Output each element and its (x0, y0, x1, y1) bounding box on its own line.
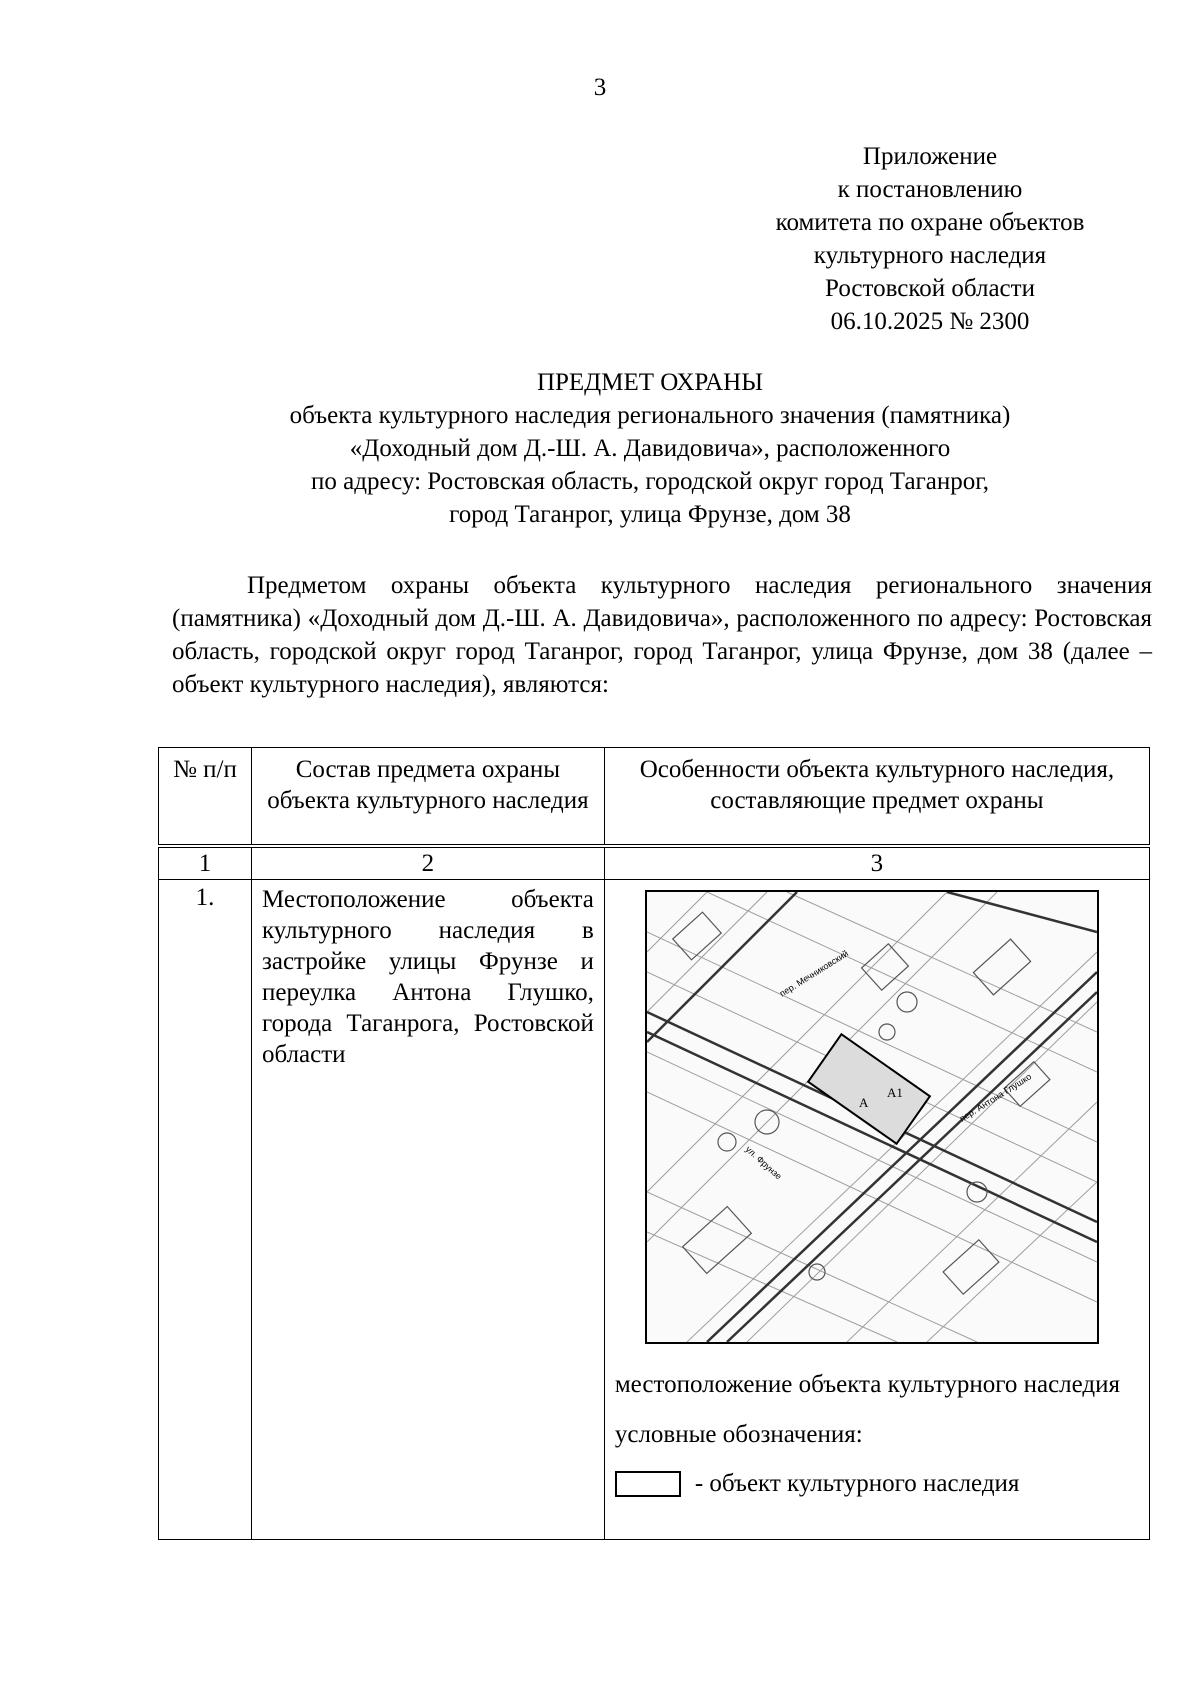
legend-rectangle-icon (615, 1471, 681, 1497)
object-label-a1: А1 (886, 1085, 903, 1100)
appendix-date-number: 06.10.2025 № 2300 (830, 308, 1030, 335)
legend-item (615, 1468, 1139, 1499)
street-label-mechnikovsky: пер. Мечниковский (777, 948, 850, 999)
column-numbers-row (159, 846, 1150, 880)
title-line: город Таганрог, улица Фрунзе, дом 38 (449, 501, 851, 528)
column-number: 2 (251, 846, 604, 880)
legend-title: условные обозначения: (614, 1421, 863, 1448)
title-line: объекта культурного наследия регионального значения (памятника) (289, 402, 1011, 429)
title-line: «Доходный дом Д.-Ш. А. Давидовича», расположенного (349, 435, 951, 462)
header-composition: Состав предмета охраны объекта культурного наследия (251, 748, 604, 847)
title-heading: ПРЕДМЕТ ОХРАНЫ (536, 369, 764, 396)
appendix-line: Приложение (862, 143, 998, 170)
location-map (645, 890, 1099, 1344)
document-title (150, 366, 1150, 531)
intro-paragraph: Предметом охраны объекта культурного наследия регионального значения (памятника) «Доходный дом Д.-Ш. А. Давидовича», расположенного по адресу: Ростовская область, городской округ город Таганрог, город Таганрог, улица Фрунзе, дом 38 (далее – объект культурного наследия), являются: (172, 572, 1152, 698)
table-row (159, 880, 1150, 1540)
title-line: по адресу: Ростовская область, городской округ город Таганрог, (311, 468, 989, 495)
row-number: 1. (159, 880, 252, 1540)
legend-label: - объект культурного наследия (694, 1470, 1020, 1497)
column-number: 1 (159, 846, 252, 880)
row-features (604, 880, 1149, 1540)
column-number: 3 (604, 846, 1149, 880)
appendix-line: к постановлению (837, 176, 1023, 203)
street-label-glushko: пер. Антона Глушко (957, 1071, 1034, 1124)
appendix-line: Ростовской области (825, 275, 1035, 302)
header-number: № п/п (159, 748, 252, 847)
appendix-line: культурного наследия (813, 242, 1047, 269)
page-number: 3 (593, 74, 607, 101)
appendix-block (700, 140, 1160, 338)
header-features: Особенности объекта культурного наследия, составляющие предмет охраны (604, 748, 1149, 847)
row-composition: Местоположение объекта культурного наследия в застройке улицы Фрунзе и переулка Антона Глушко, города Таганрога, Ростовской области (251, 880, 604, 1540)
protection-subject-table (158, 747, 1150, 1540)
map-caption: местоположение объекта культурного наследия (614, 1371, 1121, 1398)
street-label-frunze: ул. Фрунзе (743, 1144, 784, 1182)
table-header-row (159, 748, 1150, 847)
appendix-line: комитета по охране объектов (775, 209, 1085, 236)
object-label-a: А (858, 1095, 869, 1110)
